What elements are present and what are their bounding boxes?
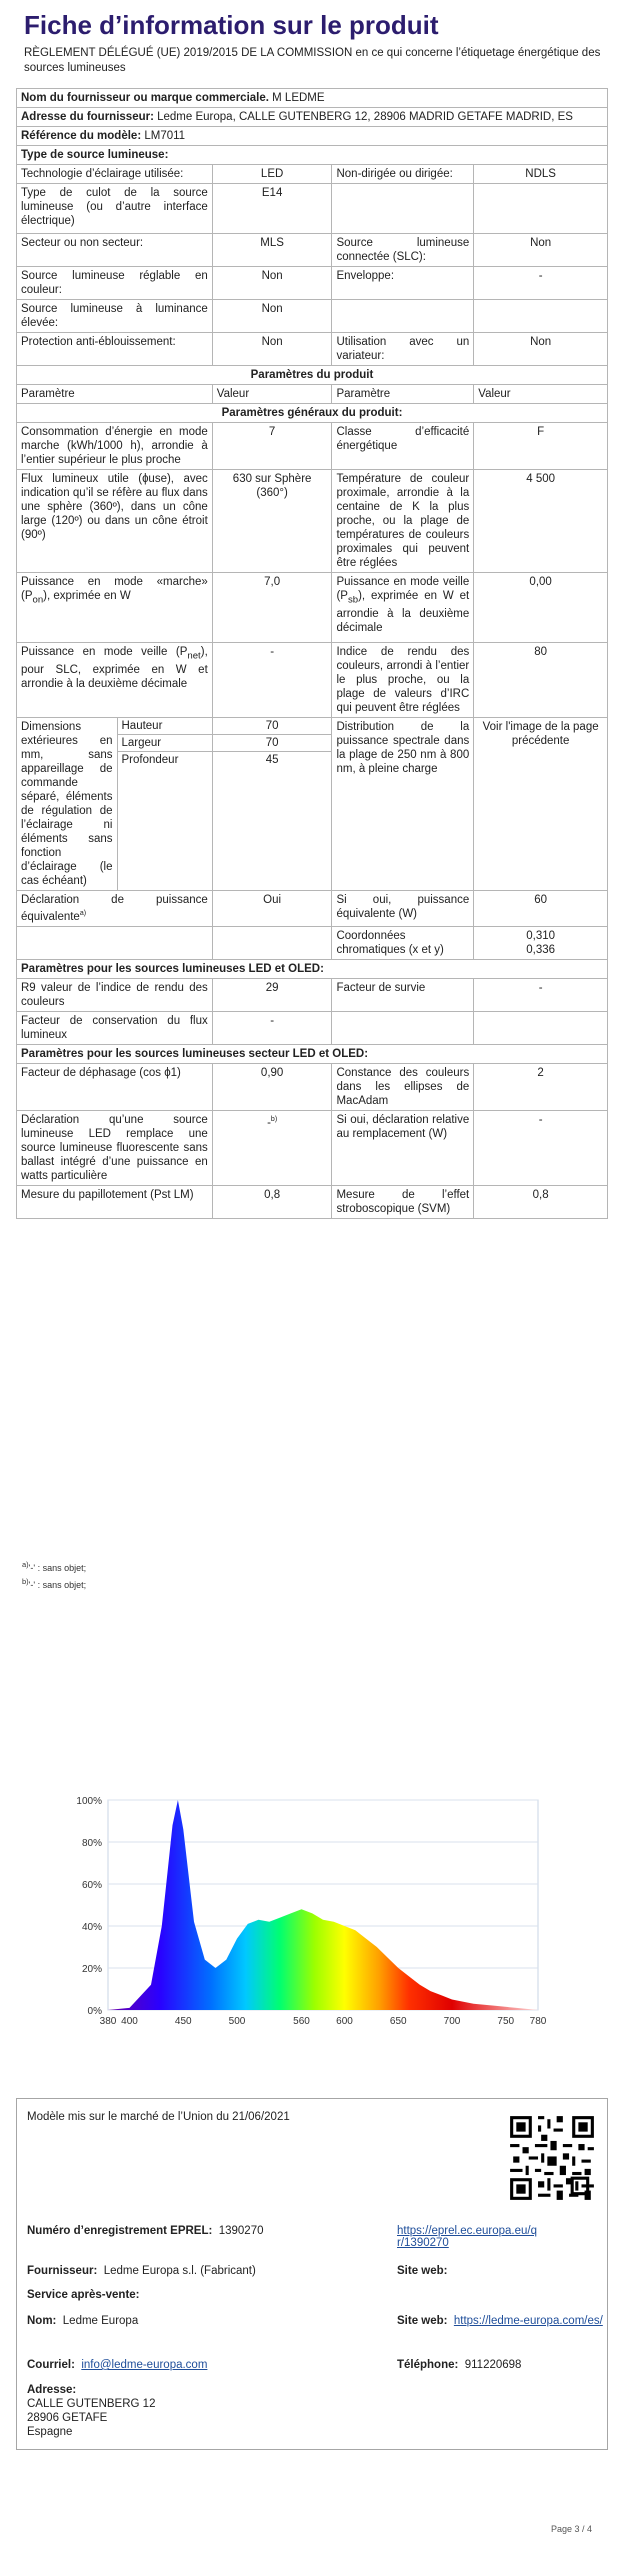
cell-label: Utilisation avec un variateur: <box>332 333 474 366</box>
cell-label: Indice de rendu des couleurs, arrondi à l’entier le plus proche, ou la plage de valeurs d’IRC qui peuvent être réglées <box>332 643 474 718</box>
address-block <box>27 2383 155 2439</box>
col-header: Paramètre <box>17 385 213 404</box>
phone-label: Téléphone: <box>397 2359 459 2371</box>
cell-value: - <box>474 978 608 1011</box>
cell-value: 0,8 <box>212 1185 332 1218</box>
market-date: Modèle mis sur le marché de l’Union du 21/06/2021 <box>27 2111 290 2123</box>
cell-label: Flux lumineux utile (ɸuse), avec indication qu’il se réfère au flux dans une sphère (360º), dans un cône large (120º) ou dans un cône étroit (90º) <box>17 470 213 573</box>
cell-label <box>332 300 474 333</box>
product-params-header: Paramètres du produit <box>17 366 608 385</box>
model-label: Référence du modèle: <box>21 130 142 142</box>
cell-value <box>474 300 608 333</box>
name-value: Ledme Europa <box>62 2315 139 2327</box>
cell-value: 80 <box>474 643 608 718</box>
depth-label: Profondeur <box>121 754 179 766</box>
supplier-brand-row <box>17 89 608 108</box>
x-tick-label: 700 <box>443 2016 461 2027</box>
y-tick-label: 80% <box>81 1838 102 1849</box>
light-source-type-header: Type de source lumineuse: <box>17 146 608 165</box>
cell-value: 0,310 0,336 <box>474 926 608 959</box>
cell-label: Type de culot de la source lumineuse (ou d’autre interface électrique) <box>17 184 213 234</box>
email-label: Courriel: <box>27 2359 75 2371</box>
cell-label: Mesure du papillotement (Pst LM) <box>17 1185 213 1218</box>
eprel-box <box>16 2098 608 2450</box>
dimensions-label: Dimensions extérieures en mm, sans appareillage de commande séparé, éléments de régulation de l’éclairage ni éléments sans fonction d’éclairage (le cas échéant) <box>17 718 117 890</box>
address-value: Ledme Europa, CALLE GUTENBERG 12, 28906 MADRID GETAFE MADRID, ES <box>157 111 573 123</box>
address-line: 28906 GETAFE <box>27 2412 108 2424</box>
cell-value: 0,00 <box>474 573 608 643</box>
supplier-value: Ledme Europa s.l. (Fabricant) <box>103 2265 256 2277</box>
x-tick-label: 750 <box>497 2016 515 2027</box>
address-line: CALLE GUTENBERG 12 <box>27 2398 156 2410</box>
width-value: 70 <box>213 735 332 752</box>
cell-label: Enveloppe: <box>332 267 474 300</box>
x-tick-label: 380 <box>99 2016 117 2027</box>
page-number: Page 3 / 4 <box>550 2524 592 2534</box>
cell-label: Source lumineuse connectée (SLC): <box>332 234 474 267</box>
cell-label: Non-dirigée ou dirigée: <box>332 165 474 184</box>
cell-value: Non <box>474 333 608 366</box>
model-value: LM7011 <box>144 130 186 142</box>
footnotes <box>22 1558 86 1592</box>
general-params-header: Paramètres généraux du produit: <box>17 404 608 423</box>
supplier-address-row <box>17 108 608 127</box>
cell-value <box>474 184 608 234</box>
table-row <box>17 165 608 184</box>
cell-value: 29 <box>212 978 332 1011</box>
footnote-b: $^{b)}$'-' : sans objet; <box>22 1577 87 1590</box>
cell-value: - <box>212 643 332 718</box>
cell-value: 0,8 <box>474 1185 608 1218</box>
table-row <box>17 184 608 234</box>
x-tick-label: 400 <box>121 2016 138 2027</box>
height-label: Hauteur <box>118 718 212 735</box>
cell-value: Non <box>212 267 332 300</box>
brand-label: Nom du fournisseur ou marque commerciale. <box>21 92 269 104</box>
cell-label: Technologie d’éclairage utilisée: <box>17 165 213 184</box>
cell-value: MLS <box>212 234 332 267</box>
footnote-a: $^{a)}$'-' : sans objet; <box>22 1560 87 1573</box>
cell-label: Classe d’efficacité énergétique <box>332 423 474 470</box>
depth-value: 45 <box>265 754 279 766</box>
page-title: Fiche d’information sur le produit <box>24 10 439 40</box>
cell-label: Coordonnées chromatiques (x et y) <box>332 926 474 959</box>
brand-value: M LEDME <box>272 92 325 104</box>
y-tick-label: 100% <box>76 1796 102 1807</box>
cell-value: Non <box>474 234 608 267</box>
site-label: Site web: <box>397 2265 448 2277</box>
address-label: Adresse: <box>27 2384 77 2396</box>
cell-label <box>332 184 474 234</box>
cell-label: Puissance en mode veille $(P_{net})$, pour SLC, exprimée en W et arrondie à la deuxième décimale <box>17 643 213 718</box>
cell-label: Température de couleur proximale, arrondie à la centaine de K la plus proche, ou la plage de températures de couleurs proximales qui peuvent être réglées <box>332 470 474 573</box>
cell-label: Source lumineuse réglable en couleur: <box>17 267 213 300</box>
cell-value: Oui <box>212 891 332 927</box>
col-header: Valeur <box>212 385 332 404</box>
cell-label: Secteur ou non secteur: <box>17 234 213 267</box>
cell-value: 7 <box>212 423 332 470</box>
cell-value: 630 sur Sphère (360°) <box>212 470 332 573</box>
cell-value: Non <box>212 333 332 366</box>
cell-label: Facteur de déphasage (cos ϕ1) <box>17 1063 213 1110</box>
col-header: Valeur <box>474 385 608 404</box>
cell-value: NDLS <box>474 165 608 184</box>
site-label-2: Site web: <box>397 2315 448 2327</box>
table-row <box>17 423 608 470</box>
cell-label: Déclaration qu’une source lumineuse LED remplace une source lumineuse fluorescente sans ballast intégré d’une puissance en watts particulière <box>17 1110 213 1185</box>
table-row <box>17 978 608 1011</box>
registration-value: 1390270 <box>218 2225 264 2237</box>
cell-value: 60 <box>474 891 608 927</box>
address-line: Espagne <box>27 2426 73 2438</box>
height-value: 70 <box>213 718 332 735</box>
mains-params-header: Paramètres pour les sources lumineuses secteur LED et OLED: <box>17 1044 608 1063</box>
phone-value: 911220698 <box>464 2359 522 2371</box>
cell-label: Puissance en mode «marche» $(P_{on})$, exprimée en W <box>17 573 213 643</box>
cell-value: - <box>474 1110 608 1185</box>
cell-label: Source lumineuse à luminance élevée: <box>17 300 213 333</box>
width-label: Largeur <box>118 735 212 752</box>
cell-value: 2 <box>474 1063 608 1110</box>
cell-label: Facteur de survie <box>332 978 474 1011</box>
product-info-table <box>16 88 608 1219</box>
address-label: Adresse du fournisseur: <box>21 111 154 123</box>
table-row <box>17 333 608 366</box>
cell-value: 7,0 <box>212 573 332 643</box>
y-axis <box>76 1796 102 2017</box>
table-row <box>17 1011 608 1044</box>
column-headers <box>17 385 608 404</box>
regulation-subtitle: RÈGLEMENT DÉLÉGUÉ (UE) 2019/2015 DE LA COMMISSION en ce qui concerne l’étiquetage énergétique des sources lumineuses <box>24 47 601 74</box>
cell-label: Distribution de la puissance spectrale dans la plage de 250 nm à 800 nm, à pleine charge <box>332 718 474 891</box>
qr-code-icon[interactable] <box>507 2113 597 2203</box>
dimensions-cell <box>17 718 213 891</box>
cell-value: - <box>474 267 608 300</box>
cell-value: 0,90 <box>212 1063 332 1110</box>
table-row <box>17 1110 608 1185</box>
cell-label: Si oui, puissance équivalente (W) <box>332 891 474 927</box>
cell-value: 4 500 <box>474 470 608 573</box>
cell-value: Voir l'image de la page précédente <box>474 718 608 891</box>
y-tick-label: 60% <box>81 1880 102 1891</box>
x-tick-label: 650 <box>389 2016 407 2027</box>
dimensions-row <box>17 718 608 891</box>
cell-label: Déclaration de puissance équivalente$^{a)}$ <box>17 891 213 927</box>
cell-label: Facteur de conservation du flux lumineux <box>17 1011 213 1044</box>
name-label: Nom: <box>27 2315 57 2327</box>
cell-value: F <box>474 423 608 470</box>
after-sales-label: Service après-vente: <box>27 2289 140 2301</box>
table-row <box>17 643 608 718</box>
supplier-label: Fournisseur: <box>27 2265 98 2277</box>
cell-value: -$^{b)}$ <box>212 1110 332 1185</box>
model-row <box>17 127 608 146</box>
table-row <box>17 573 608 643</box>
col-header: Paramètre <box>332 385 474 404</box>
table-row <box>17 300 608 333</box>
eprel-link[interactable]: https://eprel.ec.europa.eu/qr/1390270 <box>397 2225 538 2249</box>
cell-label: Mesure de l’effet stroboscopique (SVM) <box>332 1185 474 1218</box>
x-tick-label: 450 <box>174 2016 192 2027</box>
x-tick-label: 780 <box>529 2016 547 2027</box>
cell-label: Puissance en mode veille $(P_{sb})$, exprimée en W et arrondie à la deuxième décimale <box>332 573 474 643</box>
cell-value: Non <box>212 300 332 333</box>
cell-label: Si oui, déclaration relative au remplacement (W) <box>332 1110 474 1185</box>
led-params-header: Paramètres pour les sources lumineuses LED et OLED: <box>17 959 608 978</box>
cell-value: - <box>212 1011 332 1044</box>
site-link[interactable]: https://ledme-europa.com/es/ <box>453 2315 603 2327</box>
cell-label: Protection anti-éblouissement: <box>17 333 213 366</box>
cell-value: E14 <box>212 184 332 234</box>
x-axis <box>100 2016 547 2027</box>
registration-label: Numéro d’enregistrement EPREL: <box>27 2225 213 2237</box>
table-row <box>17 1063 608 1110</box>
x-tick-label: 560 <box>293 2016 310 2027</box>
cell-label: R9 valeur de l’indice de rendu des couleurs <box>17 978 213 1011</box>
x-tick-label: 500 <box>228 2016 246 2027</box>
x-tick-label: 600 <box>336 2016 353 2027</box>
spectral-distribution-chart <box>60 1790 550 2040</box>
table-row <box>17 470 608 573</box>
table-row <box>17 926 608 959</box>
table-row <box>17 267 608 300</box>
cell-label: Constance des couleurs dans les ellipses de MacAdam <box>332 1063 474 1110</box>
cell-label: Consommation d’énergie en mode marche (kWh/1000 h), arrondie à l’entier supérieur le plus proche <box>17 423 213 470</box>
table-row <box>17 891 608 927</box>
dimensions-values <box>212 718 332 891</box>
y-tick-label: 0% <box>87 2006 102 2017</box>
y-tick-label: 20% <box>81 1964 102 1975</box>
cell-value: LED <box>212 165 332 184</box>
table-row <box>17 234 608 267</box>
table-row <box>17 1185 608 1218</box>
y-tick-label: 40% <box>81 1922 102 1933</box>
email-link[interactable]: info@ledme-europa.com <box>81 2359 208 2371</box>
